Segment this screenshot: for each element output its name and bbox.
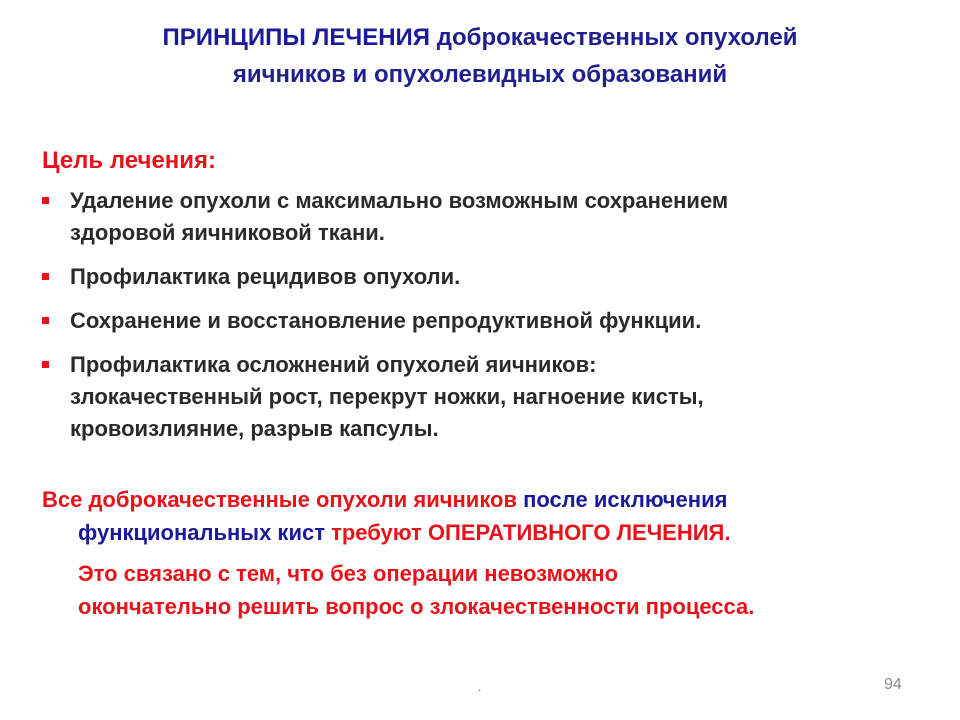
page-number: 94	[884, 676, 902, 693]
title-part-1: ПРИНЦИПЫ ЛЕЧЕНИЯ	[162, 24, 431, 51]
list-item	[42, 349, 922, 445]
bullet-text: здоровой яичниковой ткани.	[70, 220, 385, 245]
bullet-text: Профилактика осложнений опухолей яичников:	[70, 352, 597, 377]
list-item	[42, 185, 922, 249]
bullet-text: злокачественный рост, перекрут ножки, нагноение кисты,	[70, 384, 704, 409]
bullet-marker	[42, 317, 49, 324]
bullet-text: Сохранение и восстановление репродуктивной функции.	[70, 308, 702, 333]
bullet-text: кровоизлияние, разрыв капсулы.	[70, 416, 439, 441]
surgery-note	[42, 483, 932, 549]
bullet-marker	[42, 361, 49, 368]
list-item	[42, 261, 922, 293]
title-part-2: доброкачественных опухолей	[430, 24, 798, 51]
sub-note	[78, 557, 948, 623]
note-red-1: Все доброкачественные опухоли яичников	[42, 487, 517, 512]
title-line-2: яичников и опухолевидных образований	[232, 61, 728, 88]
bullet-marker	[42, 273, 49, 280]
list-item	[42, 305, 922, 337]
slide-title	[0, 19, 960, 93]
sub-note-line-2: окончательно решить вопрос о злокачественности процесса.	[78, 594, 755, 619]
note-blue-2: функциональных кист	[78, 520, 325, 545]
footer-dot: .	[478, 680, 482, 694]
goal-heading: Цель лечения:	[42, 147, 217, 174]
bullet-text: Удаление опухоли с максимально возможным сохранением	[70, 188, 729, 213]
goal-list	[42, 185, 922, 457]
sub-note-line-1: Это связано с тем, что без операции невозможно	[78, 561, 619, 586]
bullet-marker	[42, 197, 49, 204]
bullet-text: Профилактика рецидивов опухоли.	[70, 264, 461, 289]
note-blue-1: после исключения	[517, 487, 728, 512]
note-red-2: требуют ОПЕРАТИВНОГО ЛЕЧЕНИЯ.	[324, 520, 731, 545]
